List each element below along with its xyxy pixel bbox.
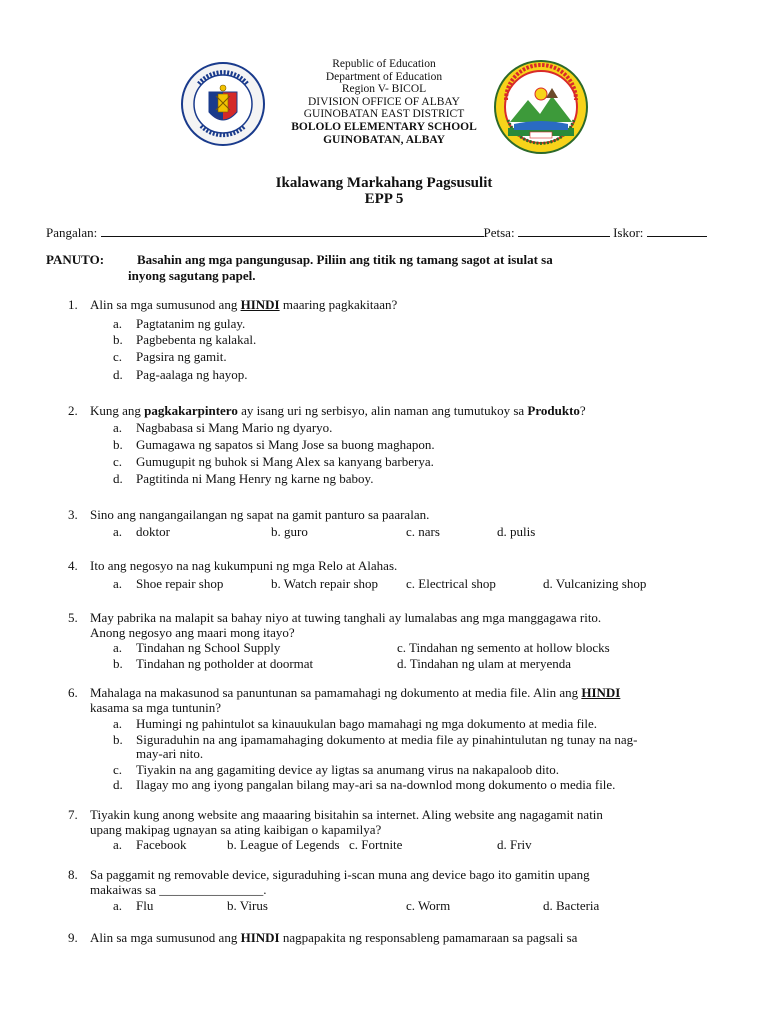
option[interactable]: Facebook (136, 837, 187, 852)
question-text: Anong negosyo ang maari mong itayo? (90, 625, 295, 640)
question-text: Sa paggamit ng removable device, siguraduhing i-scan muna ang device bago ito gamitin upang (90, 867, 590, 882)
option[interactable]: doktor (136, 524, 170, 539)
header-line: GUINOBATAN EAST DISTRICT (303, 108, 465, 121)
option[interactable]: c. Fortnite (349, 837, 403, 852)
option[interactable]: b. guro (271, 524, 308, 539)
question-number: 2. (68, 403, 78, 418)
header-line: GUINOBATAN, ALBAY (323, 133, 445, 146)
instructions-text: Basahin ang mga pangungusap. Piliin ang titik ng tamang sagot at isulat sa (137, 252, 553, 267)
question-text: Alin sa mga sumusunod ang HINDI maaring pagkakitaan? (90, 297, 398, 312)
school-header (260, 58, 508, 146)
emphasis-text: HINDI (240, 930, 280, 945)
name-blank[interactable] (101, 224, 484, 237)
option[interactable]: a. (113, 837, 123, 852)
question-number: 9. (68, 930, 78, 945)
option[interactable]: a. (113, 524, 123, 539)
question-text: makaiwas sa ________________. (90, 882, 267, 897)
option[interactable]: c. Electrical shop (406, 576, 496, 591)
question-text: Sino ang nangangailangan ng sapat na gamit panturo sa paaralan. (90, 507, 430, 522)
option[interactable]: b. Watch repair shop (271, 576, 379, 591)
question-number: 5. (68, 610, 78, 625)
option[interactable]: Shoe repair shop (136, 576, 224, 591)
option[interactable]: d. pulis (497, 524, 536, 539)
exam-subject: EPP 5 (364, 191, 404, 207)
question-number: 4. (68, 558, 78, 573)
option[interactable]: d. Vulcanizing shop (543, 576, 647, 591)
question-number: 1. (68, 297, 78, 312)
question-number: 3. (68, 507, 78, 522)
header-line: DIVISION OFFICE OF ALBAY (308, 95, 460, 108)
emphasis-text: HINDI (240, 297, 280, 312)
score-blank[interactable] (647, 224, 707, 237)
option[interactable]: a. (113, 576, 123, 591)
instructions-label: PANUTO: (46, 252, 105, 267)
question-number: 6. (68, 685, 78, 700)
question-number: 8. (68, 867, 78, 882)
option[interactable]: d. Tindahan ng ulam at meryenda (397, 656, 572, 671)
option[interactable]: b. League of Legends (227, 837, 340, 852)
option[interactable]: c. Worm (406, 898, 451, 913)
option[interactable]: d. Friv (497, 837, 532, 852)
option[interactable]: c. Tindahan ng semento at hollow blocks (397, 640, 610, 655)
exam-page: Republic of Education Department of Education Region V- BICOL DIVISION OFFICE OF ALBAY GUINOBATAN EAST DISTRICT BOLOLO ELEMENTARY SCHOOL GUINOBATAN, ALBAY Ikalawang Markahang Pagsusulit EPP 5 Pangalan: Petsa: Iskor: PANUTO: Basahin ang mga pangungusap. Piliin ang titik ng tamang sagot at isulat sa inyong sagutang papel. 1. Alin sa mga sumusunod ang HINDI maaring pagkakitaan? a. Pagtatanim ng gulay. b. Pagbebenta ng kalakal. c. Pagsira ng gamit. d. Pag-aalaga ng hayop. 2. Kung ang pagkakarpintero ay isang uri ng serbisyo, alin naman ang tumutukoy sa Produkto? a. Nagbabasa si Mang Mario ng dyaryo. b. Gumagawa ng sapatos si Mang Jose sa buong maghapon. c. Gumugupit ng buhok si Mang Alex sa kanyang barberya. d. Pagtitinda ni Mang Henry ng karne ng baboy. 3. Sino ang nangangailangan ng sapat na gamit panturo sa paaralan. a. doktor b. guro c. nars d. pulis 4. Ito ang negosyo na nag kukumpuni ng mga Relo at Alahas. a. Shoe repair shop b. Watch repair shop c. Electrical shop d. Vulcanizing shop 5. May pabrika na malapit sa bahay niyo at tuwing tanghali ay lumalabas ang mga manggagawa rito. Anong negosyo ang maari mong itayo? a. Tindahan ng School Supply c. Tindahan ng semento at hollow blocks b. Tindahan ng potholder at doormat d. Tindahan ng ulam at meryenda 6. Mahalaga na makasunod sa panuntunan sa pamamahagi ng dokumento at media file. Alin ang HINDI kasama sa mga tuntunin? a. Humingi ng pahintulot sa kinauukulan bago mamahagi ng mga dokumento at media file. b. Siguraduhin na ang ipamamahaging dokumento at media file ay pinahintulutan ng tunay na nag- may-ari nito. c. Tiyakin na ang gagamiting device ay ligtas sa anumang virus na nakapaloob dito. d. Ilagay mo ang iyong pangalan bilang may-ari sa na-downlod mong dokumento o media file. 7. Tiyakin kung anong website ang maaaring bisitahin sa internet. Aling website ang nagagamit natin upang makipag ugnayan sa ating kaibigan o kapamilya? a. Facebook b. League of Legends c. Fortnite d. Friv 8. Sa paggamit ng removable device, siguraduhing i-scan muna ang device bago ito gamitin upang makaiwas sa ________________. a. Flu b. Virus c. Worm d. Bacteria 9. Alin sa mga sumusunod ang HINDI nagpapakita ng responsableng pamamaraan sa pagsali sa (0, 0, 768, 1024)
question-text: kasama sa mga tuntunin? (90, 700, 222, 715)
question-text: upang makipag ugnayan sa ating kaibigan o kapamilya? (90, 822, 382, 837)
header-line: Republic of Education (332, 58, 436, 70)
option[interactable]: d. Bacteria (543, 898, 600, 913)
header-line: Region V- BICOL (341, 83, 427, 96)
exam-title: Ikalawang Markahang Pagsusulit (275, 175, 493, 191)
date-label: Petsa: (483, 225, 515, 240)
option[interactable]: Flu (136, 898, 154, 913)
header-line: BOLOLO ELEMENTARY SCHOOL (291, 120, 477, 133)
student-info-row (46, 224, 726, 241)
question-text: Mahalaga na makasunod sa panuntunan sa pamamahagi ng dokumento at media file. Alin ang HINDI (90, 685, 621, 700)
question-text: Alin sa mga sumusunod ang HINDI nagpapakita ng responsableng pamamaraan sa pagsali sa (90, 930, 578, 945)
option[interactable]: c. nars (406, 524, 440, 539)
question-number: 7. (68, 807, 78, 822)
name-label: Pangalan: (46, 225, 98, 240)
option[interactable]: a. (113, 898, 123, 913)
header-line: Department of Education (325, 70, 443, 83)
date-blank[interactable] (518, 224, 610, 237)
option[interactable]: b. Virus (227, 898, 268, 913)
question-text: May pabrika na malapit sa bahay niyo at tuwing tanghali ay lumalabas ang mga manggagawa rito. (90, 610, 602, 625)
emphasis-text: pagkakarpintero (144, 403, 238, 418)
score-label: Iskor: (613, 225, 644, 240)
deped-seal-logo (181, 62, 265, 146)
emphasis-text: Produkto (527, 403, 580, 418)
question-text: Kung ang pagkakarpintero ay isang uri ng serbisyo, alin naman ang tumutukoy sa Produkto? (90, 403, 586, 418)
question-text: Ito ang negosyo na nag kukumpuni ng mga Relo at Alahas. (90, 558, 398, 573)
emphasis-text: HINDI (581, 685, 621, 700)
instructions-text: inyong sagutang papel. (128, 268, 256, 283)
school-seal-logo (494, 60, 588, 154)
question-text: Tiyakin kung anong website ang maaaring bisitahin sa internet. Aling website ang nagagamit natin (90, 807, 603, 822)
